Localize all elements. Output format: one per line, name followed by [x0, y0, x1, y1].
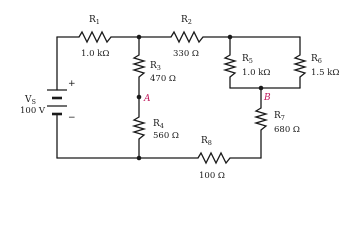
- r7-value: 680 Ω: [274, 125, 300, 135]
- r2-label: $R_2$: [181, 15, 192, 26]
- resistor-r2: [171, 32, 203, 42]
- r1-label: $R_1$: [89, 15, 100, 26]
- resistor-r1: [79, 32, 111, 42]
- source-label: $V_S$: [25, 95, 36, 106]
- battery-symbol: [47, 90, 67, 114]
- node-b-dot: [259, 86, 264, 91]
- r3-value: 470 Ω: [150, 74, 176, 84]
- r8-label: $R_8$: [201, 136, 212, 147]
- source-value: 100 V: [20, 106, 46, 116]
- r2-value: 330 Ω: [173, 49, 199, 59]
- junction-r5-top: [228, 35, 233, 40]
- resistor-r6: [295, 55, 305, 77]
- resistor-r5: [225, 55, 235, 77]
- node-a-dot: [137, 95, 142, 100]
- battery-minus-sign: −: [68, 113, 76, 123]
- r8-value: 100 Ω: [199, 171, 225, 181]
- resistor-r4: [134, 117, 144, 139]
- resistor-r7: [256, 108, 266, 130]
- node-a-label: A: [144, 94, 151, 104]
- r3-label: $R_3$: [150, 61, 161, 72]
- junction-r3-top: [137, 35, 142, 40]
- r6-label: $R_6$: [311, 54, 322, 65]
- r6-value: 1.5 kΩ: [311, 68, 340, 78]
- battery-plus-sign: +: [68, 79, 76, 89]
- node-b-label: B: [264, 93, 271, 103]
- resistor-r8: [198, 153, 230, 163]
- r4-label: $R_4$: [153, 119, 164, 130]
- r4-value: 560 Ω: [153, 131, 179, 141]
- resistor-r3: [134, 55, 144, 77]
- r1-value: 1.0 kΩ: [81, 49, 110, 59]
- r5-label: $R_5$: [242, 54, 253, 65]
- r5-value: 1.0 kΩ: [242, 68, 271, 78]
- junction-r4-bottom: [137, 156, 142, 161]
- r7-label: $R_7$: [274, 111, 285, 122]
